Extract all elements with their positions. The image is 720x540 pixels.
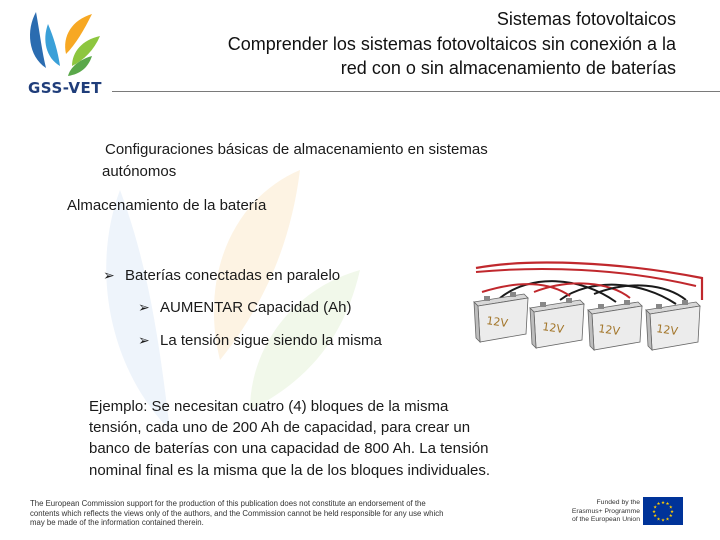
bullet-text: AUMENTAR Capacidad (Ah): [160, 299, 352, 316]
battery-label: 12V: [485, 314, 509, 330]
example-line: nominal final es la misma que la de los bloques individuales.: [89, 461, 491, 479]
example-line: Ejemplo: Se necesitan cuatro (4) bloques de la misma: [89, 398, 449, 415]
slide-header: [116, 7, 676, 81]
subtitle-line2: autónomos: [102, 162, 177, 180]
header-divider: [112, 91, 720, 92]
arrow-bullet-icon: ➢: [103, 267, 115, 283]
arrow-bullet-icon: ➢: [138, 332, 150, 348]
svg-text:★: ★: [668, 505, 673, 511]
header-subtitle-line2: red con o sin almacenamiento de baterías: [340, 58, 676, 78]
svg-text:★: ★: [656, 502, 661, 508]
svg-text:★: ★: [653, 505, 658, 511]
svg-text:★: ★: [651, 509, 657, 515]
svg-text:★: ★: [668, 514, 673, 520]
arrow-bullet-icon: ➢: [138, 299, 150, 315]
parallel-batteries-illustration: [470, 258, 710, 358]
svg-text:★: ★: [660, 518, 666, 524]
battery-icon: [530, 298, 584, 348]
svg-text:★: ★: [653, 514, 658, 520]
svg-text:★: ★: [656, 517, 661, 523]
svg-text:★: ★: [660, 501, 666, 506]
example-paragraph: [89, 396, 534, 481]
bullet-item: [138, 332, 382, 349]
battery-label: 12V: [655, 322, 679, 338]
bullet-text: La tensión sigue siendo la misma: [160, 332, 382, 349]
svg-text:★: ★: [669, 509, 675, 515]
eu-funding-text: [562, 499, 640, 525]
header-title: Sistemas fotovoltaicos: [496, 9, 676, 29]
battery-icon: [588, 300, 642, 350]
eu-disclaimer: [30, 499, 450, 528]
logo-text: GSS-VET: [28, 79, 102, 97]
battery-label: 12V: [597, 322, 621, 338]
svg-text:★: ★: [665, 517, 670, 523]
bullet-item: [103, 267, 340, 284]
eu-text-line: of the European Union: [571, 516, 640, 523]
example-line: tensión, cada uno de 200 Ah de capacidad, para crear un: [89, 419, 471, 437]
section-title: Almacenamiento de la batería: [67, 197, 267, 214]
slide-subtitle: [102, 139, 532, 182]
header-subtitle-line1: Comprender los sistemas fotovoltaicos sin conexión a la: [227, 33, 676, 54]
battery-icon: [474, 292, 528, 342]
bullet-item: [138, 299, 351, 316]
eu-flag-icon: [643, 497, 683, 525]
battery-icon: [646, 300, 700, 350]
battery-label: 12V: [541, 320, 565, 336]
eu-text-line: Funded by the: [596, 499, 640, 506]
disclaimer-line: contents which reflects the views only of the authors, and the Commission cannot be held responsible for any use which: [30, 508, 444, 518]
svg-text:★: ★: [665, 502, 670, 508]
bullet-text: Baterías conectadas en paralelo: [125, 267, 341, 284]
disclaimer-line: The European Commission support for the production of this publication does not constitute an endorsement of the: [30, 499, 426, 508]
disclaimer-line: may be made of the information contained therein.: [30, 518, 204, 527]
subtitle-line1: Configuraciones básicas de almacenamiento en sistemas: [105, 141, 488, 158]
example-line: banco de baterías con una capacidad de 800 Ah. La tensión: [89, 440, 489, 458]
eu-text-line: Erasmus+ Programme: [571, 507, 640, 515]
